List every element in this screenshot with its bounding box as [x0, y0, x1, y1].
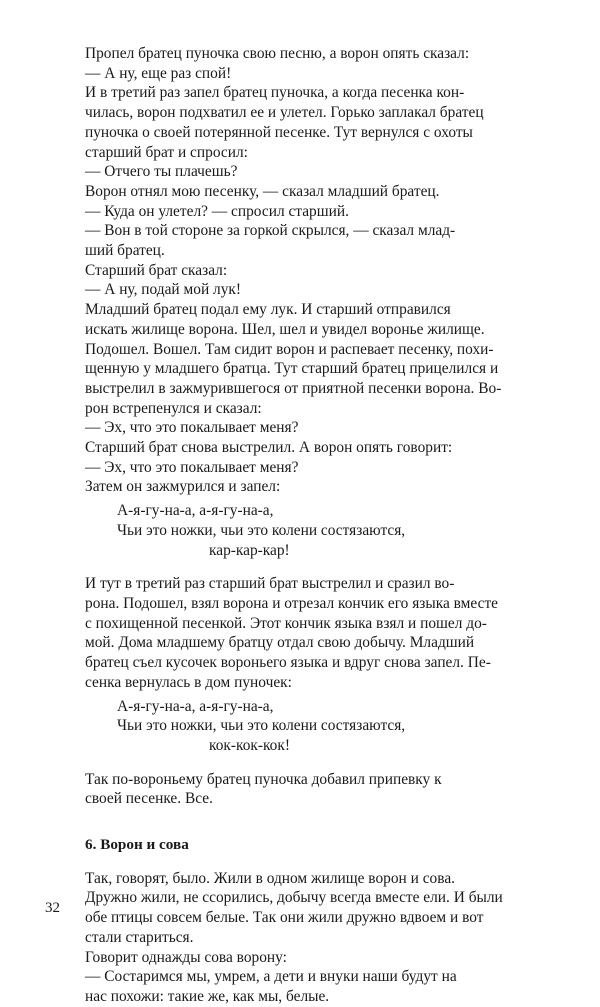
text-line: Ворон отнял мою песенку, — сказал младший братец. [85, 182, 440, 200]
page-number: 32 [45, 900, 60, 916]
text-line: рона. Подошел, взял ворона и отрезал кончик его языка вместе [85, 594, 498, 612]
text-line: Так, говорят, было. Жили в одном жилище ворон и сова. [85, 869, 455, 887]
verse-2 [117, 697, 553, 756]
text-line: — А ну, подай мой лук! [85, 281, 242, 299]
text-line: — Куда он улетел? — спросил старший. [85, 202, 349, 220]
text-line: Говорит однажды сова ворону: [85, 948, 287, 966]
text-line: ший братец. [85, 242, 165, 260]
text-line: — А ну, еще раз спой! [85, 64, 232, 82]
page-text [85, 44, 553, 1007]
verse-1 [117, 501, 553, 560]
verse-line: Чьи это ножки, чьи это колени состязаются, [117, 521, 406, 539]
text-line: щенную у младшего братца. Тут старший братец прицелился и [85, 360, 499, 378]
text-line: — Эх, что это покалывает меня? [85, 419, 299, 437]
text-line: чилась, ворон подхватил ее и улетел. Горько заплакал братец [85, 104, 484, 122]
section-heading: 6. Ворон и сова [85, 836, 189, 854]
text-line: Младший братец подал ему лук. И старший отправился [85, 301, 451, 319]
verse-line: А-я-гу-на-а, а-я-гу-на-а, [117, 502, 274, 520]
text-line: Пропел братец пуночка свою песню, а ворон опять сказал: [85, 45, 470, 62]
text-line: старший брат и спросил: [85, 143, 248, 161]
text-line: Затем он зажмурился и запел: [85, 478, 281, 496]
text-line: — Отчего ты плачешь? [85, 163, 238, 181]
text-line: Подошел. Вошел. Там сидит ворон и распевает песенку, похи- [85, 340, 494, 358]
text-line: искать жилище ворона. Шел, шел и увидел воронье жилище. [85, 320, 485, 338]
text-line: Старший брат снова выстрелил. А ворон опять говорит: [85, 439, 453, 457]
paragraph-block-3 [85, 770, 553, 809]
text-line: с похищенной песенкой. Этот кончик языка взял и пошел до- [85, 614, 487, 632]
text-line: И тут в третий раз старший брат выстрелил и сразил во- [85, 575, 455, 593]
text-line: стали стариться. [85, 928, 194, 946]
text-line: Дружно жили, не ссорились, добычу всегда вместе ели. И были [85, 889, 503, 907]
text-line: рон встрепенулся и сказал: [85, 399, 262, 417]
text-line: своей песенке. Все. [85, 790, 213, 808]
paragraph-block-4 [85, 869, 553, 1007]
text-line: пуночка о своей потерянной песенке. Тут вернулся с охоты [85, 123, 473, 141]
text-line: выстрелил в зажмурившегося от приятной песенки ворона. Во- [85, 379, 502, 397]
verse-line: Чьи это ножки, чьи это колени состязаются, [117, 717, 406, 735]
paragraph-block-1 [85, 44, 553, 497]
verse-refrain: кок-кок-кок! [209, 736, 290, 754]
text-line: Так по-вороньему братец пуночка добавил припевку к [85, 770, 442, 788]
paragraph-block-2 [85, 574, 553, 692]
text-line: — Состаримся мы, умрем, а дети и внуки наши будут на [85, 968, 457, 986]
verse-refrain: кар-кар-кар! [209, 541, 290, 559]
verse-line: А-я-гу-на-а, а-я-гу-на-а, [117, 697, 274, 715]
text-line: Старший брат сказал: [85, 261, 228, 279]
text-line: мой. Дома младшему братцу отдал свою добычу. Младший [85, 634, 475, 652]
text-line: нас похожи: такие же, как мы, белые. [85, 987, 330, 1005]
text-line: сенка вернулась в дом пуночек: [85, 673, 292, 691]
text-line: — Эх, что это покалывает меня? [85, 458, 299, 476]
text-line: — Вон в той стороне за горкой скрылся, — сказал млад- [85, 222, 456, 240]
text-line: обе птицы совсем белые. Так они жили дружно вдвоем и вот [85, 909, 484, 927]
text-line: И в третий раз запел братец пуночка, а когда песенка кон- [85, 84, 465, 102]
text-line: братец съел кусочек вороньего языка и вдруг снова запел. Пе- [85, 654, 491, 672]
